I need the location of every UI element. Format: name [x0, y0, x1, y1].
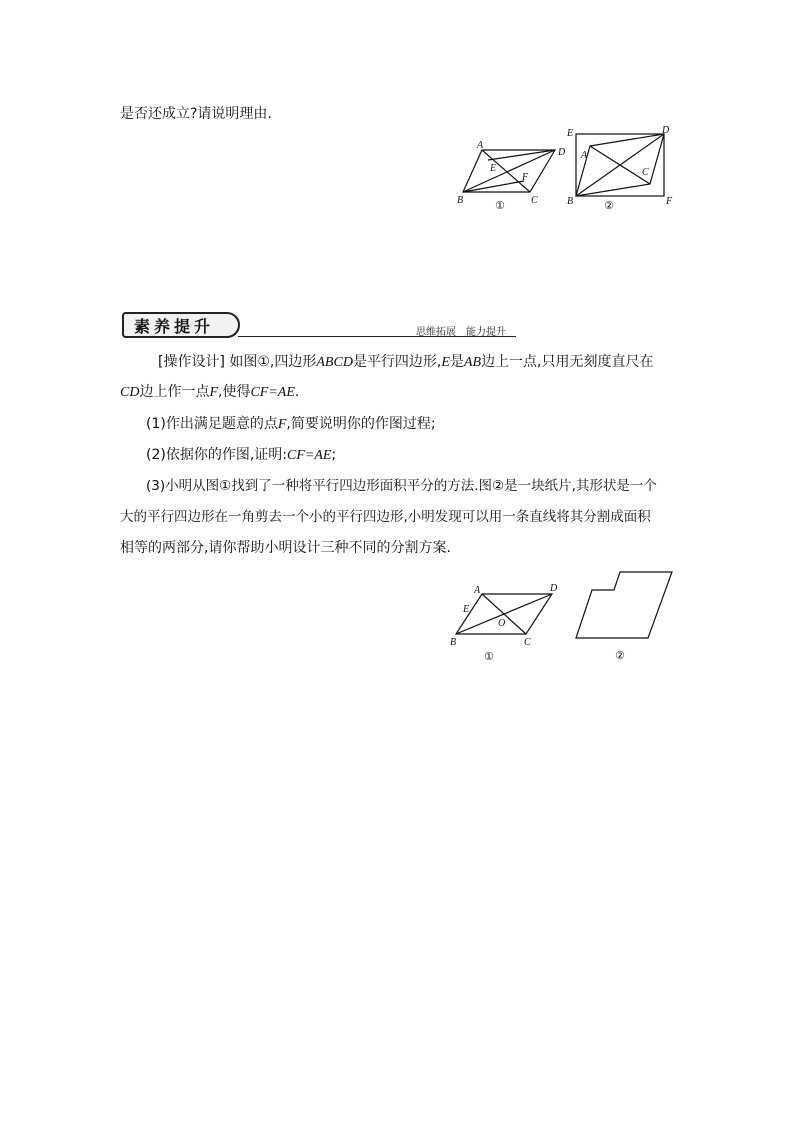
- fig1-label-c: C: [531, 195, 538, 206]
- fig1-label-e: E: [490, 163, 497, 174]
- fig2-number: ②: [604, 199, 614, 212]
- fig1-number: ①: [495, 199, 505, 212]
- question-3-line-3: 相等的两部分,请你帮助小明设计三种不同的分割方案.: [120, 540, 451, 556]
- fig1-label-f: F: [522, 172, 529, 183]
- section-title: 素养提升: [122, 312, 240, 338]
- problem-line-2: CD边上作一点F,使得CF=AE.: [120, 384, 300, 400]
- fig4-outline: [576, 572, 672, 638]
- fig1-line-bf: [463, 181, 524, 192]
- fig2-diag-bd: [576, 134, 664, 196]
- question-3-line-1: (3)小明从图①找到了一种将平行四边形面积平分的方法.图②是一块纸片,其形状是一个: [146, 478, 657, 494]
- fig3-label-d: D: [550, 583, 558, 594]
- fig3-label-c: C: [524, 637, 531, 648]
- section-subtitle: 思维拓展 能力提升: [416, 327, 506, 338]
- fig1-label-a: A: [477, 140, 484, 151]
- figure-2-rectangle: [562, 124, 682, 214]
- question-3-line-2: 大的平行四边形在一角剪去一个小的平行四边形,小明发现可以用一条直线将其分割成面积: [120, 509, 651, 525]
- fig4-number: ②: [615, 649, 625, 662]
- fig3-number: ①: [484, 650, 494, 663]
- fig2-label-c: C: [642, 167, 649, 178]
- top-text: 是否还成立?请说明理由.: [120, 106, 272, 122]
- figure-3-parallelogram: [444, 578, 564, 664]
- fig2-label-a: A: [581, 150, 588, 161]
- fig2-label-e: E: [567, 128, 574, 139]
- fig2-label-b: B: [567, 196, 574, 207]
- fig3-label-o: O: [498, 618, 506, 629]
- fig1-label-b: B: [457, 195, 464, 206]
- problem-line-1: [操作设计] 如图①,四边形ABCD是平行四边形,E是AB边上一点,只用无刻度直尺在: [158, 354, 654, 370]
- figure-1-parallelogram: [450, 130, 580, 212]
- fig3-label-e: E: [463, 604, 470, 615]
- question-1: (1)作出满足题意的点F,简要说明你的作图过程;: [146, 416, 436, 432]
- fig3-label-b: B: [450, 637, 457, 648]
- fig2-label-d: D: [662, 125, 670, 136]
- fig1-label-d: D: [558, 147, 566, 158]
- fig2-label-f: F: [666, 196, 673, 207]
- question-2: (2)依据你的作图,证明:CF=AE;: [146, 447, 337, 463]
- figure-4-notched-shape: [570, 566, 680, 664]
- fig3-label-a: A: [474, 585, 481, 596]
